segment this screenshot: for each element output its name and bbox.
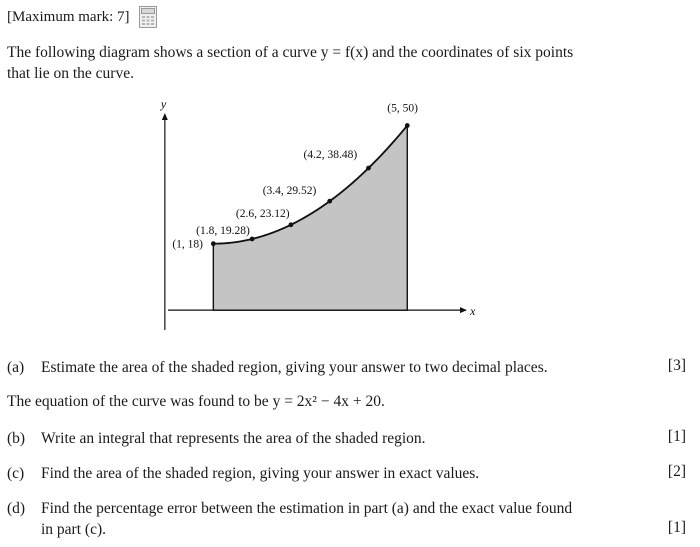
curve-diagram bbox=[160, 96, 480, 336]
intro-line-1: The following diagram shows a section of a curve y = f(x) and the coordinates of six points bbox=[7, 44, 574, 61]
question-c bbox=[7, 463, 667, 484]
question-a-marks: [3] bbox=[667, 357, 686, 374]
data-point bbox=[405, 123, 410, 128]
question-d-line-2: in part (c). bbox=[41, 521, 106, 538]
question-b-text: Write an integral that represents the area of the shaded region. bbox=[41, 430, 426, 447]
calculator-icon bbox=[139, 6, 157, 28]
x-axis-label: x bbox=[470, 304, 476, 319]
question-d-text bbox=[41, 498, 651, 540]
equation-statement: The equation of the curve was found to be y = 2x² − 4x + 20. bbox=[7, 393, 385, 410]
question-d-line-1: Find the percentage error between the estimation in part (a) and the exact value found bbox=[41, 500, 573, 517]
intro-line-2: that lie on the curve. bbox=[7, 65, 134, 82]
y-axis-arrow bbox=[162, 113, 168, 120]
maximum-mark: [Maximum mark: 7] bbox=[7, 8, 130, 25]
data-point bbox=[250, 237, 255, 242]
question-c-label: (c) bbox=[7, 465, 25, 482]
data-point bbox=[366, 166, 371, 171]
question-a-label: (a) bbox=[7, 359, 25, 376]
x-axis-arrow bbox=[460, 307, 467, 313]
point-label: (3.4, 29.52) bbox=[262, 185, 317, 198]
question-a bbox=[7, 357, 667, 378]
intro-text bbox=[7, 42, 667, 84]
curve-chart-svg bbox=[160, 96, 480, 336]
question-b-marks: [1] bbox=[667, 428, 686, 445]
point-label: (1.8, 19.28) bbox=[196, 224, 250, 237]
question-b-label: (b) bbox=[7, 430, 26, 447]
question-d-marks: [1] bbox=[667, 519, 686, 536]
y-axis-label: y bbox=[160, 97, 167, 111]
data-point bbox=[327, 199, 332, 204]
point-label: (1, 18) bbox=[172, 238, 204, 251]
question-c-marks: [2] bbox=[667, 463, 686, 480]
question-d bbox=[7, 498, 667, 540]
point-label: (4.2, 38.48) bbox=[303, 149, 358, 162]
question-b bbox=[7, 428, 667, 449]
header bbox=[7, 6, 157, 28]
data-point bbox=[289, 222, 294, 227]
question-c-text: Find the area of the shaded region, giving your answer in exact values. bbox=[41, 465, 480, 482]
point-label: (2.6, 23.12) bbox=[235, 207, 290, 220]
question-d-label: (d) bbox=[7, 500, 26, 517]
data-point bbox=[211, 241, 216, 246]
question-a-text: Estimate the area of the shaded region, giving your answer to two decimal places. bbox=[41, 359, 548, 376]
point-label: (5, 50) bbox=[387, 102, 418, 115]
